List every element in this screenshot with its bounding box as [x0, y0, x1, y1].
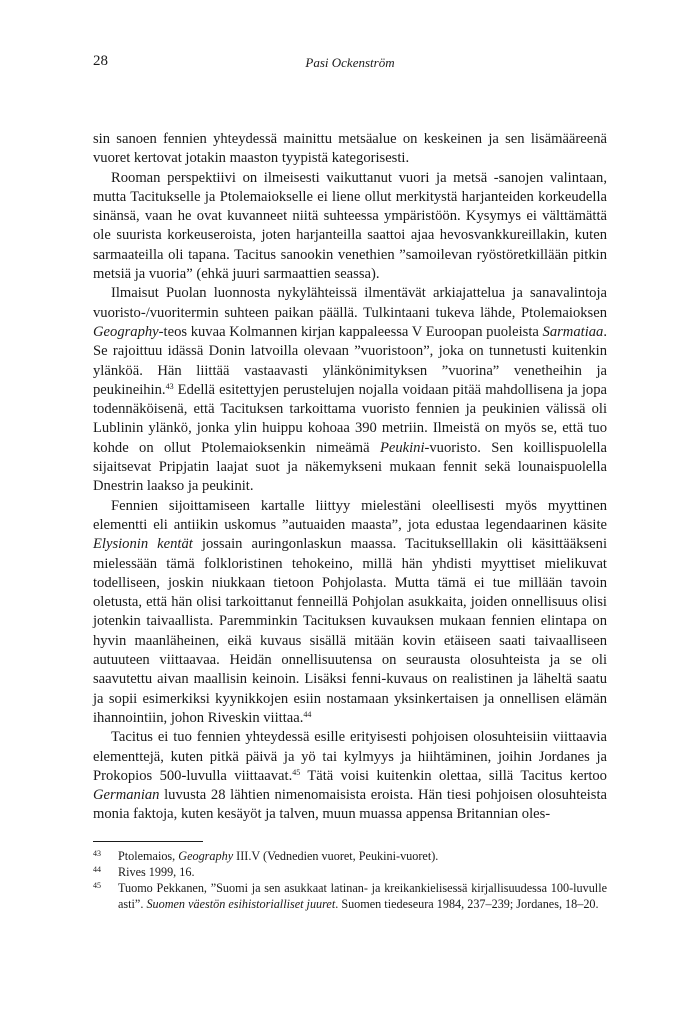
text-run: luvusta 28 lähtien nimenomaisista eroista. Hän tiesi pohjoisen olosuhteista monia faktoja, kuten kesäyöt ja talven, muun muassa appensa Britannian oles-	[93, 787, 607, 823]
text-run: Ptolemaios,	[118, 849, 179, 863]
running-head: Pasi Ockenström	[305, 55, 395, 70]
body-text	[93, 130, 607, 825]
text-run: . Suomen tiedeseura 1984, 237–239; Jordanes, 18–20.	[335, 897, 599, 911]
italic-text: Sarmatiaa	[542, 323, 604, 340]
text-run: Tuomo Pekkanen, ”Suomi ja sen asukkaat latinan- ja kreikankielisessä kirjallisuudessa 100-luvulle asti”.	[118, 881, 607, 911]
italic-text: Germanian	[93, 787, 160, 804]
text-run: Tacitus ei tuo fennien yhteydessä esille erityisesti pohjoisen olosuhteisiin viittaavia elementtejä, kuten pitkä päivä ja yö tai kylmyys ja hiihtäminen, joihin Jordanes ja Prokopios 500-luvulla viittaavat.	[93, 729, 607, 784]
paragraph	[93, 497, 607, 729]
paragraph	[93, 728, 607, 824]
paragraph	[93, 169, 607, 285]
text-run: Rives 1999, 16.	[118, 865, 195, 879]
footnote-ref: 43	[165, 381, 174, 391]
italic-text: Suomen väestön esihistorialliset juuret	[146, 897, 336, 911]
footnote-ref: 45	[292, 767, 301, 777]
page-number: 28	[93, 53, 108, 69]
footnote-number: 43	[93, 849, 101, 858]
text-run: -teos kuvaa Kolmannen kirjan kappaleessa V Euroopan puoleista	[158, 323, 543, 340]
text-run: Rooman perspektiivi on ilmeisesti vaikuttanut vuori ja metsä -sanojen valintaan, mutta Tacitukselle ja Ptolemaiokselle ei liene ollut merkitystä harjanteiden korkeudella sinänsä, vaan he ovat kuvanneet niitä suhteessa ympäristöön. Kysymys ei välttämättä ole suurista korkeuseroista, joten harjanteilla saattoi ajaa hevosvankkureillakin, kuten sarmaateilla oli tapana. Tacitus sanookin venethien ”samoilevan ryöstöretkillään pitkin metsiä ja vuoria” (ehkä juuri sarmaattien seassa).	[93, 169, 607, 283]
text-run: . Se rajoittuu idässä Donin latvoilla olevaan ”vuoristoon”, joka on tunnetusti kuitenkin ylänköä. Hän liittää vastaavasti ylänkönimityksen ”vuorina” venetheihin ja peukineihin.	[93, 323, 607, 398]
footnote	[93, 864, 607, 880]
text-run: Ilmaisut Puolan luonnosta nykylähteissä ilmentävät arkiajattelua ja sanavalintoja vuoristo-/vuoritermin suhteen paikan päällä. Tulkintaani tukeva lähde, Ptolemaioksen	[93, 285, 607, 321]
text-run: -vuoristo. Sen koillispuolella sijaitsevat Pripjatin laajat suot ja näkemykseni mukaan fennit sekä lounaispuolella Dnestrin laakso ja peukinit.	[93, 439, 607, 495]
footnotes	[93, 848, 607, 912]
footnote-number: 44	[93, 865, 101, 874]
italic-text: Peukini	[379, 439, 425, 456]
text-run: Edellä esitettyjen perustelujen nojalla voidaan pitää mahdollisena ja jopa todennäköisenä, että Tacituksen tarkoittama vuoristo fennien ja peukinien välissä oli Lublinin ylänkö, jonka ylin huippu kohoaa 390 metriin. Ilmeistä on myös se, että tuo kohde on ollut Ptolemaioksenkin nimeämä	[93, 381, 607, 456]
footnote-ref: 44	[303, 709, 312, 719]
footnote	[93, 880, 607, 912]
italic-text: Elysionin kentät	[93, 536, 193, 553]
footnote-divider	[93, 841, 203, 842]
footnote	[93, 848, 607, 864]
text-run: Tätä voisi kuitenkin olettaa, sillä Tacitus kertoo	[300, 767, 607, 784]
italic-text: Geography	[93, 323, 159, 340]
paragraph	[93, 284, 607, 496]
text-run: III.V (Vednedien vuoret, Peukini-vuoret).	[233, 849, 439, 863]
text-run: sin sanoen fennien yhteydessä mainittu metsäalue on keskeinen ja sen lisämääreenä vuoret kertovat jotakin maaston tyypistä kategorisesti.	[93, 131, 607, 167]
footnote-number: 45	[93, 881, 101, 890]
text-run: Fennien sijoittamiseen kartalle liittyy mielestäni oleellisesti myös myyttinen elementti eli antiikin uskomus ”autuaiden maasta”, jota edustaa legendaarinen käsite	[93, 497, 607, 533]
text-run: jossain auringonlaskun maassa. Tacitukselllakin oli käsittääkseni mielessään tämä folkloristinen tehokeino, millä hän yhdisti myyttiset mielikuvat todelliseen, joskin niukkaan tietoon Pohjolasta. Mutta tämä ei tue millään tavoin oletusta, että hän olisi tarkoittanut fenneillä Pohjolan asukkaita, joiden onnellisuus olisi jotenkin taivaallista. Paremminkin Tacituksen kuvauksen mukaan fennien elintapa on hyvin maanläheinen, eikä kuvaus sisällä mitään kovin etäiseen saati taivaalliseen autuuteen viittaavaa. Heidän onnellisuutensa on seurausta olosuhteista ja se oli saavutettu aivan maallisin keinoin. Lisäksi fenni-kuvaus on realistinen ja läheltä saatu ja sopii esimerkiksi kyynikkojen esiin nostamaan yksinkertaisen ja onnellisen elämän ihannointiin, johon Riveskin viittaa.	[93, 536, 607, 726]
italic-text: Geography	[178, 849, 234, 863]
paragraph	[93, 130, 607, 169]
